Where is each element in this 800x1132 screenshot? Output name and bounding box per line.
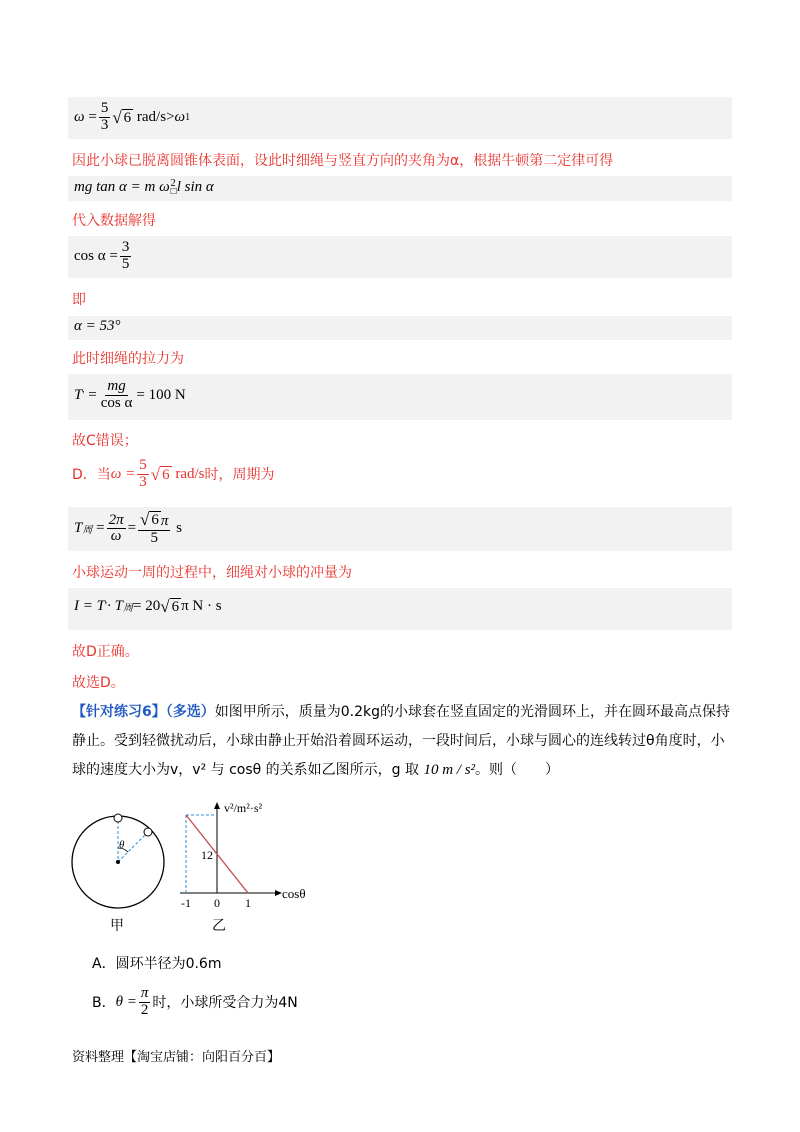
equation-angle: α = 53° xyxy=(74,318,121,334)
equation-tension-box xyxy=(68,374,732,420)
equation-impulse-box xyxy=(68,588,732,630)
solution-line-2: 代入数据解得 xyxy=(72,213,156,229)
x-axis-arrow xyxy=(275,890,282,896)
option-b[interactable]: B． θ = $\frac{\pi}{2}$ 时，小球所受合力为4N xyxy=(92,985,298,1018)
solution-line-6: 小球运动一周的过程中，细绳对小球的冲量为 xyxy=(72,565,352,581)
ball-top xyxy=(114,814,122,822)
solution-line-1: 因此小球已脱离圆锥体表面，设此时细绳与竖直方向的夹角为α，根据牛顿第二定律可得 xyxy=(72,153,614,169)
figure xyxy=(60,796,340,941)
yi-label: 乙 xyxy=(212,919,226,934)
x-axis-label: cosθ xyxy=(282,886,306,901)
equation-tension: T ′ = $\frac{mg}{\text{cos α}}$ = 100 N xyxy=(74,378,186,411)
problem-tag: 【针对练习6】（多选） xyxy=(72,704,215,720)
y-axis-arrow xyxy=(214,802,220,809)
fraction: $\frac{5}{3}$ xyxy=(100,100,109,133)
ball-rotated xyxy=(144,828,152,836)
equation-omega: ω = $\frac{5}{3}$ √ 6 rad/s > ω 1 xyxy=(74,100,191,133)
option-a[interactable]: A．圆环半径为0.6m xyxy=(92,956,222,972)
equation-cos: cos α = $\frac{3}{5}$ xyxy=(74,239,130,272)
equation-newton-box xyxy=(68,176,732,201)
sqrt: √ 6 xyxy=(112,107,132,127)
ring-center xyxy=(116,860,120,864)
problem-statement: 【针对练习6】（多选）如图甲所示，质量为0.2kg的小球套在竖直固定的光滑圆环上，并在圆环最高点保持静止。受到轻微扰动后，小球由静止开始沿着圆环运动，一段时间后，小球与圆心的连线转过θ角度时，小球的速度大小为v，v² 与 cosθ 的关系如乙图所示，g 取 10 m / s²。则（ ） xyxy=(72,704,731,778)
equation-cos-box xyxy=(68,236,732,278)
option-d-condition: D．当 ω = $\frac{5}{3}$ √ 6 rad/s 时，周期为 xyxy=(72,457,275,490)
solution-line-3: 即 xyxy=(72,292,86,308)
omega-symbol: ω xyxy=(74,108,85,125)
solution-line-5: 故C错误； xyxy=(72,433,138,449)
equation-angle-box xyxy=(68,316,732,340)
solution-line-8: 故选D。 xyxy=(72,675,125,691)
y-tick-label-12: 12 xyxy=(201,848,213,862)
solution-line-4: 此时细绳的拉力为 xyxy=(72,351,184,367)
footer: 资料整理【淘宝店铺：向阳百分百】 xyxy=(72,1050,281,1065)
jia-label: 甲 xyxy=(110,919,124,934)
equation-impulse: I = T ′ · T 周 = 20 √ 6 π N · s xyxy=(74,597,222,616)
solution-line-7: 故D正确。 xyxy=(72,644,139,660)
equation-period: T 周 = $\frac{2\pi}{\omega}$ = √ 6 π 5 s xyxy=(74,510,182,546)
y-axis-label: v²/m²·s² xyxy=(224,801,263,815)
equation-period-box xyxy=(68,507,732,551)
x-tick-label-neg1: -1 xyxy=(181,896,191,910)
x-tick-label-1: 1 xyxy=(245,896,251,910)
theta-label: θ xyxy=(119,839,125,851)
x-tick-label-0: 0 xyxy=(214,896,220,910)
equation-newton: mg tan α = m ω 2 □ l sin α xyxy=(74,177,214,197)
v2-cos-chart xyxy=(180,801,306,934)
equation-omega-box xyxy=(68,97,732,139)
